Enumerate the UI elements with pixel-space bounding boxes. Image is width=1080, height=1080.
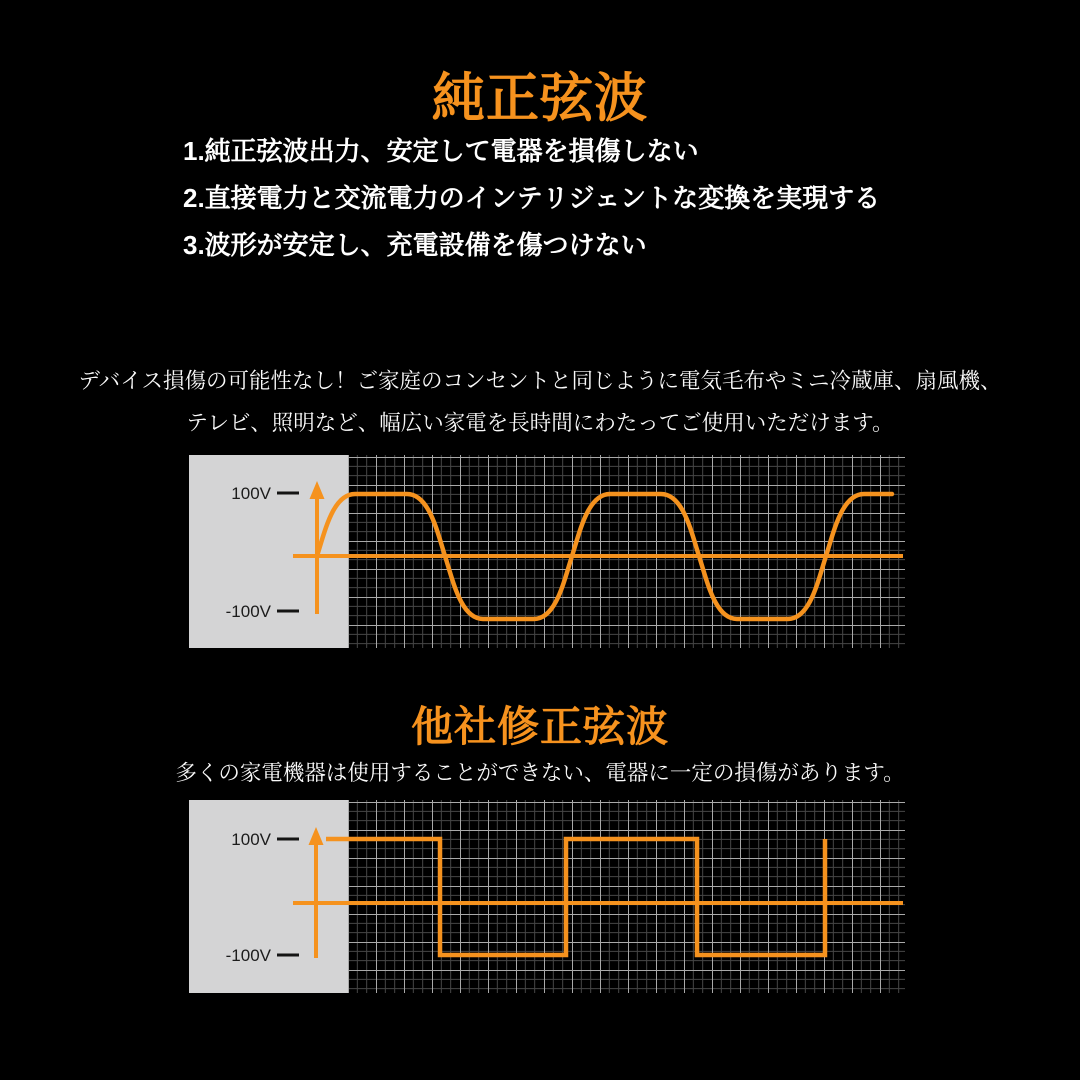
pure-sine-title: 純正弦波 <box>432 69 648 128</box>
feature-list <box>183 128 880 269</box>
feature-item-3: 3.波形が安定し、充電設備を傷つけない <box>183 230 647 260</box>
feature-item-1: 1.純正弦波出力、安定して電器を損傷しない <box>183 136 699 166</box>
feature-item-2: 2.直接電力と交流電力のインテリジェントな変換を実現する <box>183 183 881 213</box>
pure-sine-description-line1: デバイス損傷の可能性なし！ご家庭のコンセントと同じように電気毛布やミニ冷蔵庫、扇風機、 <box>78 369 1002 393</box>
grid-lines <box>348 455 905 648</box>
pure-sine-description <box>0 360 1080 444</box>
modified-sine-chart <box>189 800 905 993</box>
pure-sine-description-line2: テレビ、照明など、幅広い家電を長時間にわたってご使用いただけます。 <box>186 411 894 435</box>
voltage-label-positive: 100V <box>231 484 271 503</box>
voltage-label-positive: 100V <box>231 830 271 849</box>
voltage-label-negative: -100V <box>225 602 271 621</box>
voltage-label-negative: -100V <box>225 946 271 965</box>
grid-lines <box>348 800 905 993</box>
modified-sine-description: 多くの家電機器は使用することができない、電器に一定の損傷があります。 <box>175 761 905 785</box>
pure-sine-chart <box>189 455 905 648</box>
modified-sine-title: 他社修正弦波 <box>410 703 669 750</box>
